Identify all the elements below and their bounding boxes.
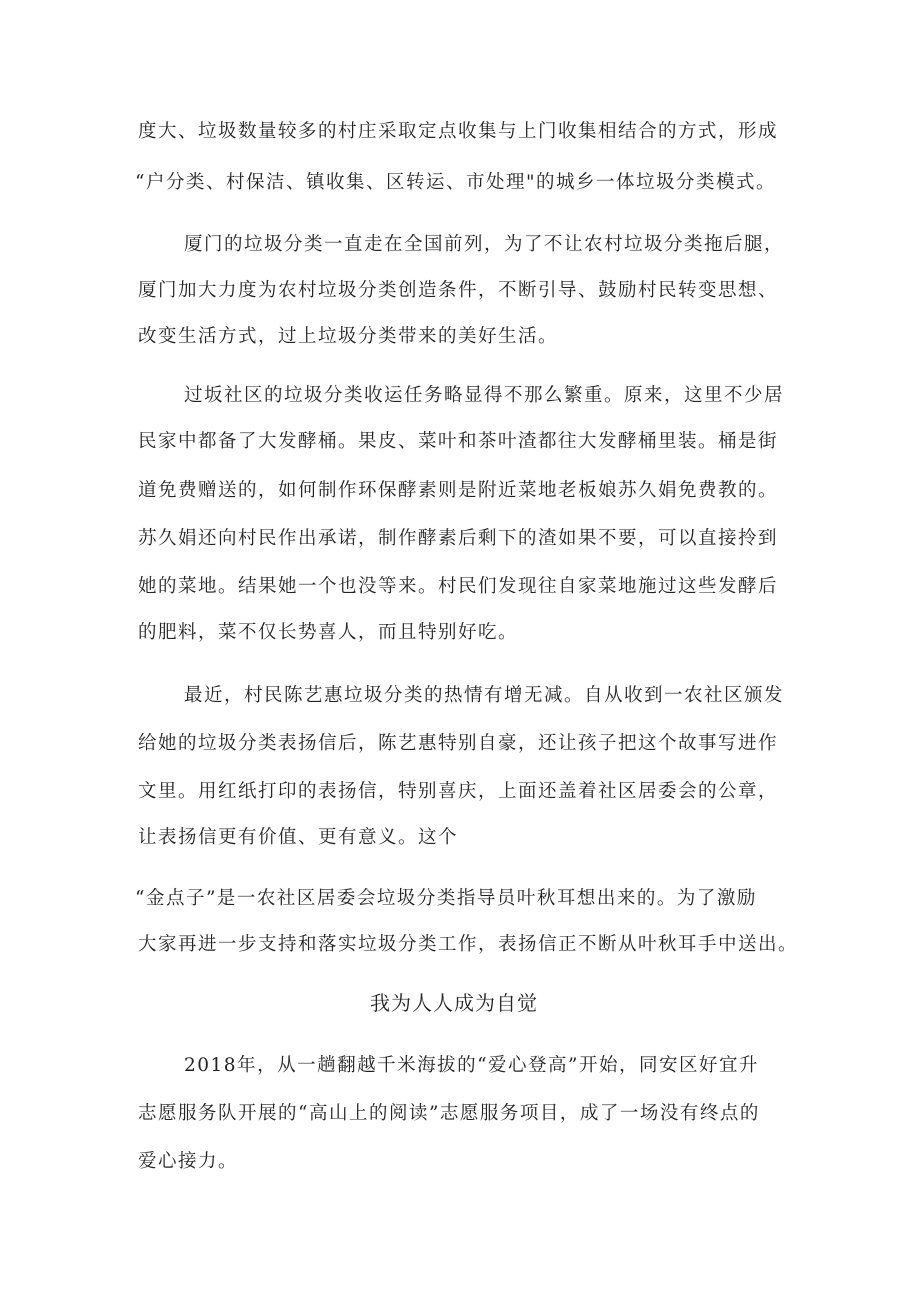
section-heading: 我为人人成为自觉 (370, 991, 538, 1015)
paragraph-3-line-4: 苏久娟还向村民作出承诺，制作酵素后剩下的渣如果不要，可以直接拎到 (138, 528, 779, 549)
paragraph-3-line-3: 道免费赠送的，如何制作环保酵素则是附近菜地老板娘苏久娟免费教的。 (138, 480, 779, 501)
paragraph-2-line-2: 厦门加大力度为农村垃圾分类创造条件，不断引导、鼓励村民转变思想、 (138, 280, 779, 301)
paragraph-3-line-1: 过坂社区的垃圾分类收运任务略显得不那么繁重。原来，这里不少居 (184, 385, 785, 406)
paragraph-5-line-2: 大家再进一步支持和落实垃圾分类工作，表扬信正不断从叶秋耳手中送出。 (138, 934, 799, 955)
paragraph-6-line-2: 志愿服务队开展的“高山上的阅读”志愿服务项目，成了一场没有终点的 (138, 1103, 760, 1124)
paragraph-4-line-4: 让表扬信更有价值、更有意义。这个 (138, 827, 459, 848)
paragraph-4-line-2: 给她的垃圾分类表扬信后，陈艺惠特别自豪，还让孩子把这个故事写进作 (138, 733, 779, 754)
paragraph-4-line-1: 最近，村民陈艺惠垃圾分类的热情有增无减。自从收到一农社区颁发 (184, 685, 785, 706)
paragraph-6-line-1: 2018年，从一趟翻越千米海拔的“爱心登高”开始，同安区好宜升 (184, 1055, 759, 1076)
paragraph-3-line-6: 的肥料，菜不仅长势喜人，而且特别好吃。 (138, 622, 519, 643)
paragraph-2-line-3: 改变生活方式，过上垃圾分类带来的美好生活。 (138, 326, 559, 347)
paragraph-5-line-1: “金点子”是一农社区居委会垃圾分类指导员叶秋耳想出来的。为了激励 (135, 888, 757, 909)
paragraph-3-line-5: 她的菜地。结果她一个也没等来。村民们发现往自家菜地施过这些发酵后 (138, 576, 779, 597)
paragraph-1-line-2: “户分类、村保洁、镇收集、区转运、市处理"的城乡一体垃圾分类模式。 (135, 172, 776, 193)
paragraph-4-line-3: 文里。用红纸打印的表扬信，特别喜庆，上面还盖着社区居委会的公章， (138, 781, 779, 802)
paragraph-1-line-1: 度大、垃圾数量较多的村庄采取定点收集与上门收集相结合的方式，形成 (138, 121, 779, 142)
paragraph-2-line-1: 厦门的垃圾分类一直走在全国前列，为了不让农村垃圾分类拖后腿， (184, 234, 785, 255)
paragraph-6-line-3: 爱心接力。 (138, 1151, 239, 1172)
paragraph-3-line-2: 民家中都备了大发酵桶。果皮、菜叶和茶叶渣都往大发酵桶里装。桶是街 (138, 431, 779, 452)
